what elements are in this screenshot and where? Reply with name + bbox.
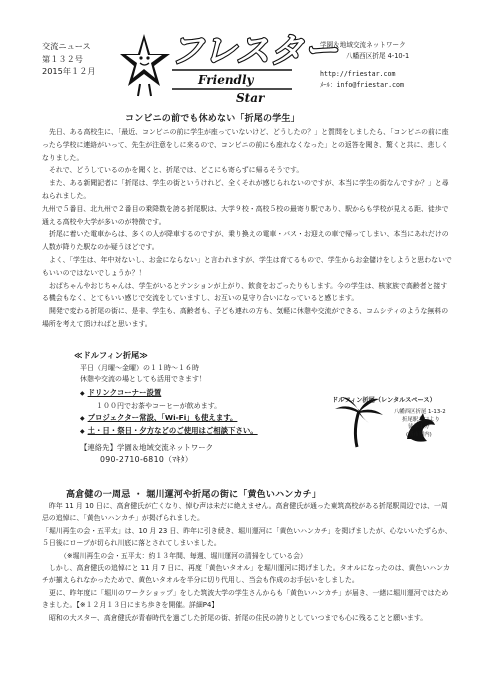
dolphin-contact (80, 442, 320, 466)
map-address: 八幡西区折尾 1-13-2 (394, 409, 446, 415)
issue-date: 2015年１２月 (42, 66, 96, 76)
map-title: ドルフィン折尾（レンタルスペース） (332, 397, 436, 404)
diamond-bullet-icon: ◆ (80, 414, 85, 422)
dolphin-ad (70, 350, 320, 466)
feature-label: プロジェクター常設、「Wi-Fi」も使えます。 (87, 412, 238, 422)
feature-label: ドリンクコーナー設置 (87, 388, 162, 397)
org-address: 八幡西区折尾 4-10-1 (346, 52, 410, 60)
issue-number: 第１３２号 (42, 53, 83, 64)
article2-body (42, 500, 452, 624)
article1-paragraph: おばちゃんやおじちゃんは、学生がいるとテンションが上がり、飲食をおごったりもします。今の学生は、核家族で高齢者と接する機会もなく、とてもいい感じで交流をしていますし、お互いの見守り合いになっていると感じます。 (42, 281, 448, 303)
contact-info (320, 40, 409, 91)
article1-paragraph: 開発で変わる折尾の街に、是非、学生も、高齢者も、子ども連れの方も、気軽に休憩や交流ができる、コムシティのような無料の場所を考えて頂ければと思います。 (42, 307, 449, 328)
email-line (320, 80, 409, 91)
feature-weekend-use (80, 425, 320, 439)
article2-note: （※堀川再生の会・五平太：約１３年間、毎週、堀川運河の清掃をしている会） (60, 551, 307, 560)
article2-paragraph: しかし、高倉健氏の追悼にと 11 月 7 日に、再度「黄色いタオル」を堀川運河に掲げました。タオルになったのは、黄色いハンカチが揃えられなかったためで、黄色いタオルを半分に切り代用し、当会も作成のお手伝いをしました。 (42, 564, 450, 585)
dolphin-hours: 平日（月曜～金曜）の１１時～１６時 (80, 364, 199, 372)
article1-paragraph: 九州で５番目、北九州で２番目の乗降数を誇る折尾駅は、大学９校・高校５校の最寄り駅であり、駅からも学校が見える距、徒歩で通える高校や大学が多いのが特徴です。 (42, 204, 449, 226)
contact-phone: 090-2710-6810（ﾏｷﾀ） (100, 454, 193, 464)
logo-sub-friendly: Friendly (198, 73, 254, 87)
article2-paragraph: 昭和の大スター、高倉健氏が青春時代を過ごした折尾の街、折尾の住民の誇りとしていつまでも心に残ることと願います。 (49, 613, 428, 622)
email-link[interactable]: info@friestar.com (336, 81, 404, 89)
dolphin-feature-list (80, 387, 320, 439)
contact-label: 【連絡先】学園＆地域交流ネットワーク (80, 442, 214, 452)
article2-title: 高倉健の一周忌 ・ 堀川運河や折尾の街に「黄色いハンカチ」 (66, 490, 322, 500)
map-location-note: (新市場内) (406, 431, 432, 438)
palm-tree-icon (335, 397, 383, 447)
logo-title: フレスター (170, 31, 338, 71)
map-direction: 折尾駅北口より (402, 416, 440, 423)
article2-paragraph: 「堀川再生の会・五平太」は、10 月 23 日、昨年に引き続き、堀川運河に「黄色いハンカチ」を掲げましたが、心ないいたずらか、５日後にロープが切られ川底に落とされてしまいました。 (42, 526, 452, 548)
article2-paragraph: 更に、昨年度に「堀川のワークショップ」をした筑波大学の学生さんからも「黄色いハンカチ」が届き、一緒に堀川運河ではためきました。【※１２月１３日にまち歩きを開催。詳細P4】 (42, 588, 449, 610)
website-link[interactable]: http://friestar.com (320, 70, 396, 78)
feature-projector (80, 412, 320, 426)
diamond-bullet-icon: ◆ (80, 390, 85, 397)
email-label: ﾒｰﾙ： (320, 81, 337, 89)
article1-paragraph: 折尾に着いた電車からは、多くの人が降車するのですが、乗り換えの電車・バス・お迎えの車で帰ってしまい、本当にあれだけの人数が降りた駅なのか疑うほどです。 (42, 230, 449, 252)
star-mascot-icon (120, 34, 170, 96)
dolphin-title: ≪ドルフィン折尾≫ (74, 350, 148, 360)
article1-paragraph: よく、「学生は、年中対ないし、お金にならない」と言われますが、学生は育てるもので、学生からお金儲けをしようと思わないでもいいのではないでしょうか？！ (42, 255, 452, 277)
dolphin-note: 休憩や交流の場としても活用できます！ (80, 375, 206, 383)
article1-title: コンビニの前でも休めない「折尾の学生」 (125, 114, 300, 124)
article1-paragraph: それで、どうしているのかを聞くと、折尾では、どこにも寄らずに帰るそうです。 (49, 166, 304, 175)
issue-info (42, 40, 96, 78)
article1-paragraph: 先日、ある高校生に、「最近、コンビニの前に学生が座っていないけど、どうしたの？」と質問をしましたら、「コンビニの前に座ったら学校に連絡がいって、先生が注意をしに来るので、コンビニの前にも座れなくなった」との返答を聞き、驚くと共に、悲しくなりました。 (42, 128, 449, 162)
logo-sub-star: Star (236, 91, 265, 105)
article1-body (42, 126, 452, 331)
feature-drink-sub: １００円でお茶やコーヒーが飲めます。 (96, 401, 222, 410)
org-name: 学園＆地域交流ネットワーク (320, 41, 406, 49)
map-walk-time: 徒歩１分 (408, 424, 430, 431)
article1-paragraph: また、ある新聞記者に「折尾は、学生の街というけれど、全くそれが感じられないのですが、本当に学生の街なんですか？」と尋ねられました。 (42, 179, 449, 200)
feature-label: 土・日・祭日・夕方などのご使用はご相談下さい。 (87, 426, 258, 435)
feature-drink-corner (80, 387, 320, 401)
map-address-block (394, 409, 446, 439)
article2-paragraph: 昨年 11 月 10 日に、高倉健氏が亡くなり、悼む声は未だに絶えません。高倉健氏が通った東筑高校がある折尾駅周辺では、一周忌の追悼に、「黄色いハンカチ」が掲げられました。 (42, 502, 448, 523)
issue-label: 交流ニュース (42, 41, 91, 51)
diamond-bullet-icon: ◆ (80, 428, 85, 435)
